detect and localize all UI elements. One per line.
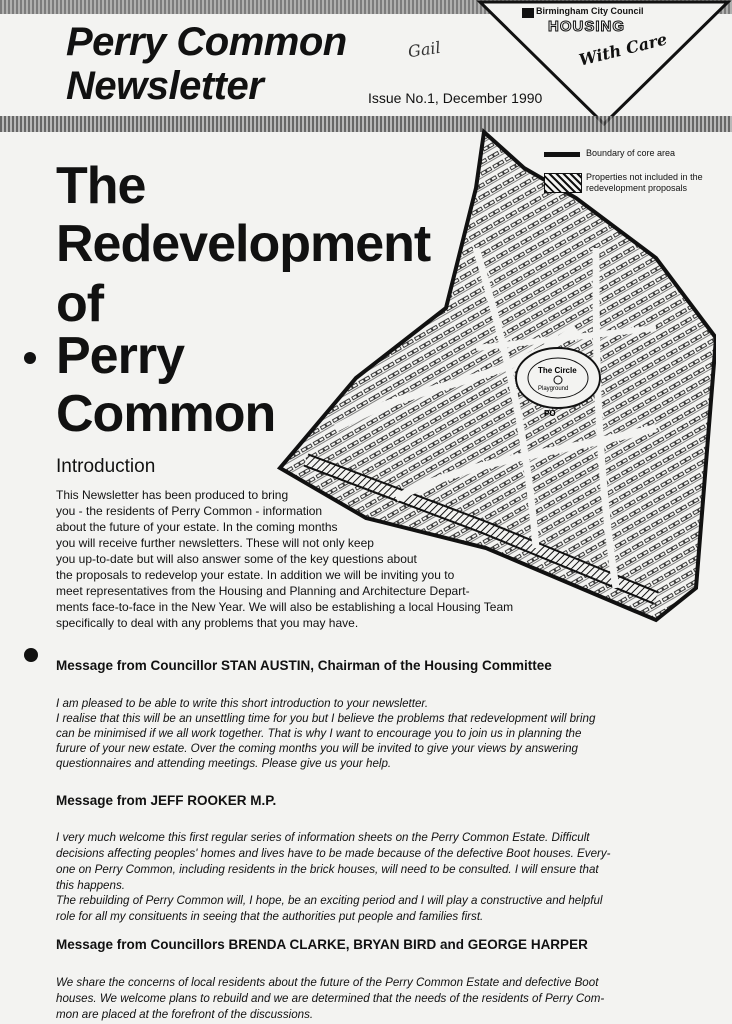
legend-boundary-swatch bbox=[544, 152, 580, 157]
message-line: furure of your new estate. Over the coming months you will be invited to give your views by answering bbox=[56, 742, 578, 755]
headline-line: Common bbox=[56, 385, 276, 443]
message-line: houses. We welcome plans to rebuild and we are determined that the needs of the residents of Perry Com- bbox=[56, 992, 605, 1005]
headline-line: The bbox=[56, 157, 146, 215]
message-heading-austin: Message from Councillor STAN AUSTIN, Chairman of the Housing Committee bbox=[56, 658, 552, 673]
bullet-dot bbox=[24, 648, 38, 662]
map-label-po: PO bbox=[544, 409, 556, 418]
logo-tagline: With Care bbox=[577, 29, 670, 70]
headline-line: of bbox=[56, 275, 104, 333]
map-label-playground: Playground bbox=[538, 386, 569, 392]
headline-line: Perry bbox=[56, 327, 184, 385]
legend-boundary-label: Boundary of core area bbox=[586, 148, 676, 158]
legend-excluded-label: Properties not included in the redevelopment proposals bbox=[586, 172, 703, 193]
intro-line: you - the residents of Perry Common - information bbox=[56, 504, 323, 518]
intro-line: This Newsletter has been produced to bring bbox=[56, 488, 289, 502]
intro-line: the proposals to redevelop your estate. In addition we will be inviting you to bbox=[56, 568, 455, 582]
message-heading-rooker: Message from JEFF ROOKER M.P. bbox=[56, 793, 277, 808]
intro-heading: Introduction bbox=[56, 456, 156, 477]
message-line: decisions affecting peoples' homes and lives have to be made because of the defective Boot houses. Every- bbox=[56, 847, 611, 860]
masthead-title-line1: Perry Common bbox=[66, 20, 347, 64]
legend-excluded-swatch bbox=[544, 173, 582, 193]
message-line: I realise that this will be an unsettling time for you but I believe the problems that redevelopment will bring bbox=[56, 712, 596, 725]
intro-line: about the future of your estate. In the coming months bbox=[56, 520, 338, 534]
handwritten-note: Gail bbox=[406, 37, 442, 62]
map-label-circle: The Circle bbox=[538, 366, 577, 375]
message-line: role for all my consituents in seeing that the authorities put people and families first. bbox=[56, 910, 484, 923]
issue-info: Issue No.1, December 1990 bbox=[368, 90, 543, 106]
message-line: this happens. bbox=[56, 879, 125, 892]
message-line: I am pleased to be able to write this short introduction to your newsletter. bbox=[56, 697, 429, 710]
intro-line: you up-to-date but will also answer some of the key questions about bbox=[56, 552, 417, 566]
message-line: questionnaires and attending meetings. Please give us your help. bbox=[56, 757, 392, 770]
intro-line: ments face-to-face in the New Year. We will also be establishing a local Housing Team bbox=[56, 600, 514, 614]
message-line: We share the concerns of local residents about the future of the Perry Common Estate and defective Boot bbox=[56, 976, 599, 989]
message-line: mon are placed at the forefront of the discussions. bbox=[56, 1008, 314, 1021]
intro-line: you will receive further newsletters. These will not only keep bbox=[56, 536, 374, 550]
housing-logo-text: HOUSING bbox=[548, 18, 626, 35]
intro-line: meet representatives from the Housing and Planning and Architecture Depart- bbox=[56, 584, 470, 598]
bullet-dot bbox=[24, 352, 36, 364]
council-name: Birmingham City Council bbox=[536, 6, 644, 16]
message-line: one on Perry Common, including residents in the brick houses, will need to be consulted. I will ensure that bbox=[56, 863, 599, 876]
intro-line: specifically to deal with any problems that you may have. bbox=[56, 616, 359, 630]
headline-line: Redevelopment bbox=[56, 215, 431, 273]
message-line: I very much welcome this first regular series of information sheets on the Perry Common Estate. Difficult bbox=[56, 831, 590, 844]
message-line: can be minimised if we all work together. That is why I want to encourage you to join us in planning the bbox=[56, 727, 582, 740]
masthead-title-line2: Newsletter bbox=[66, 64, 264, 108]
message-heading-councillors: Message from Councillors BRENDA CLARKE, BRYAN BIRD and GEORGE HARPER bbox=[56, 937, 588, 952]
message-line: The rebuilding of Perry Common will, I hope, be an exciting period and I will play a constructive and helpful bbox=[56, 894, 603, 907]
